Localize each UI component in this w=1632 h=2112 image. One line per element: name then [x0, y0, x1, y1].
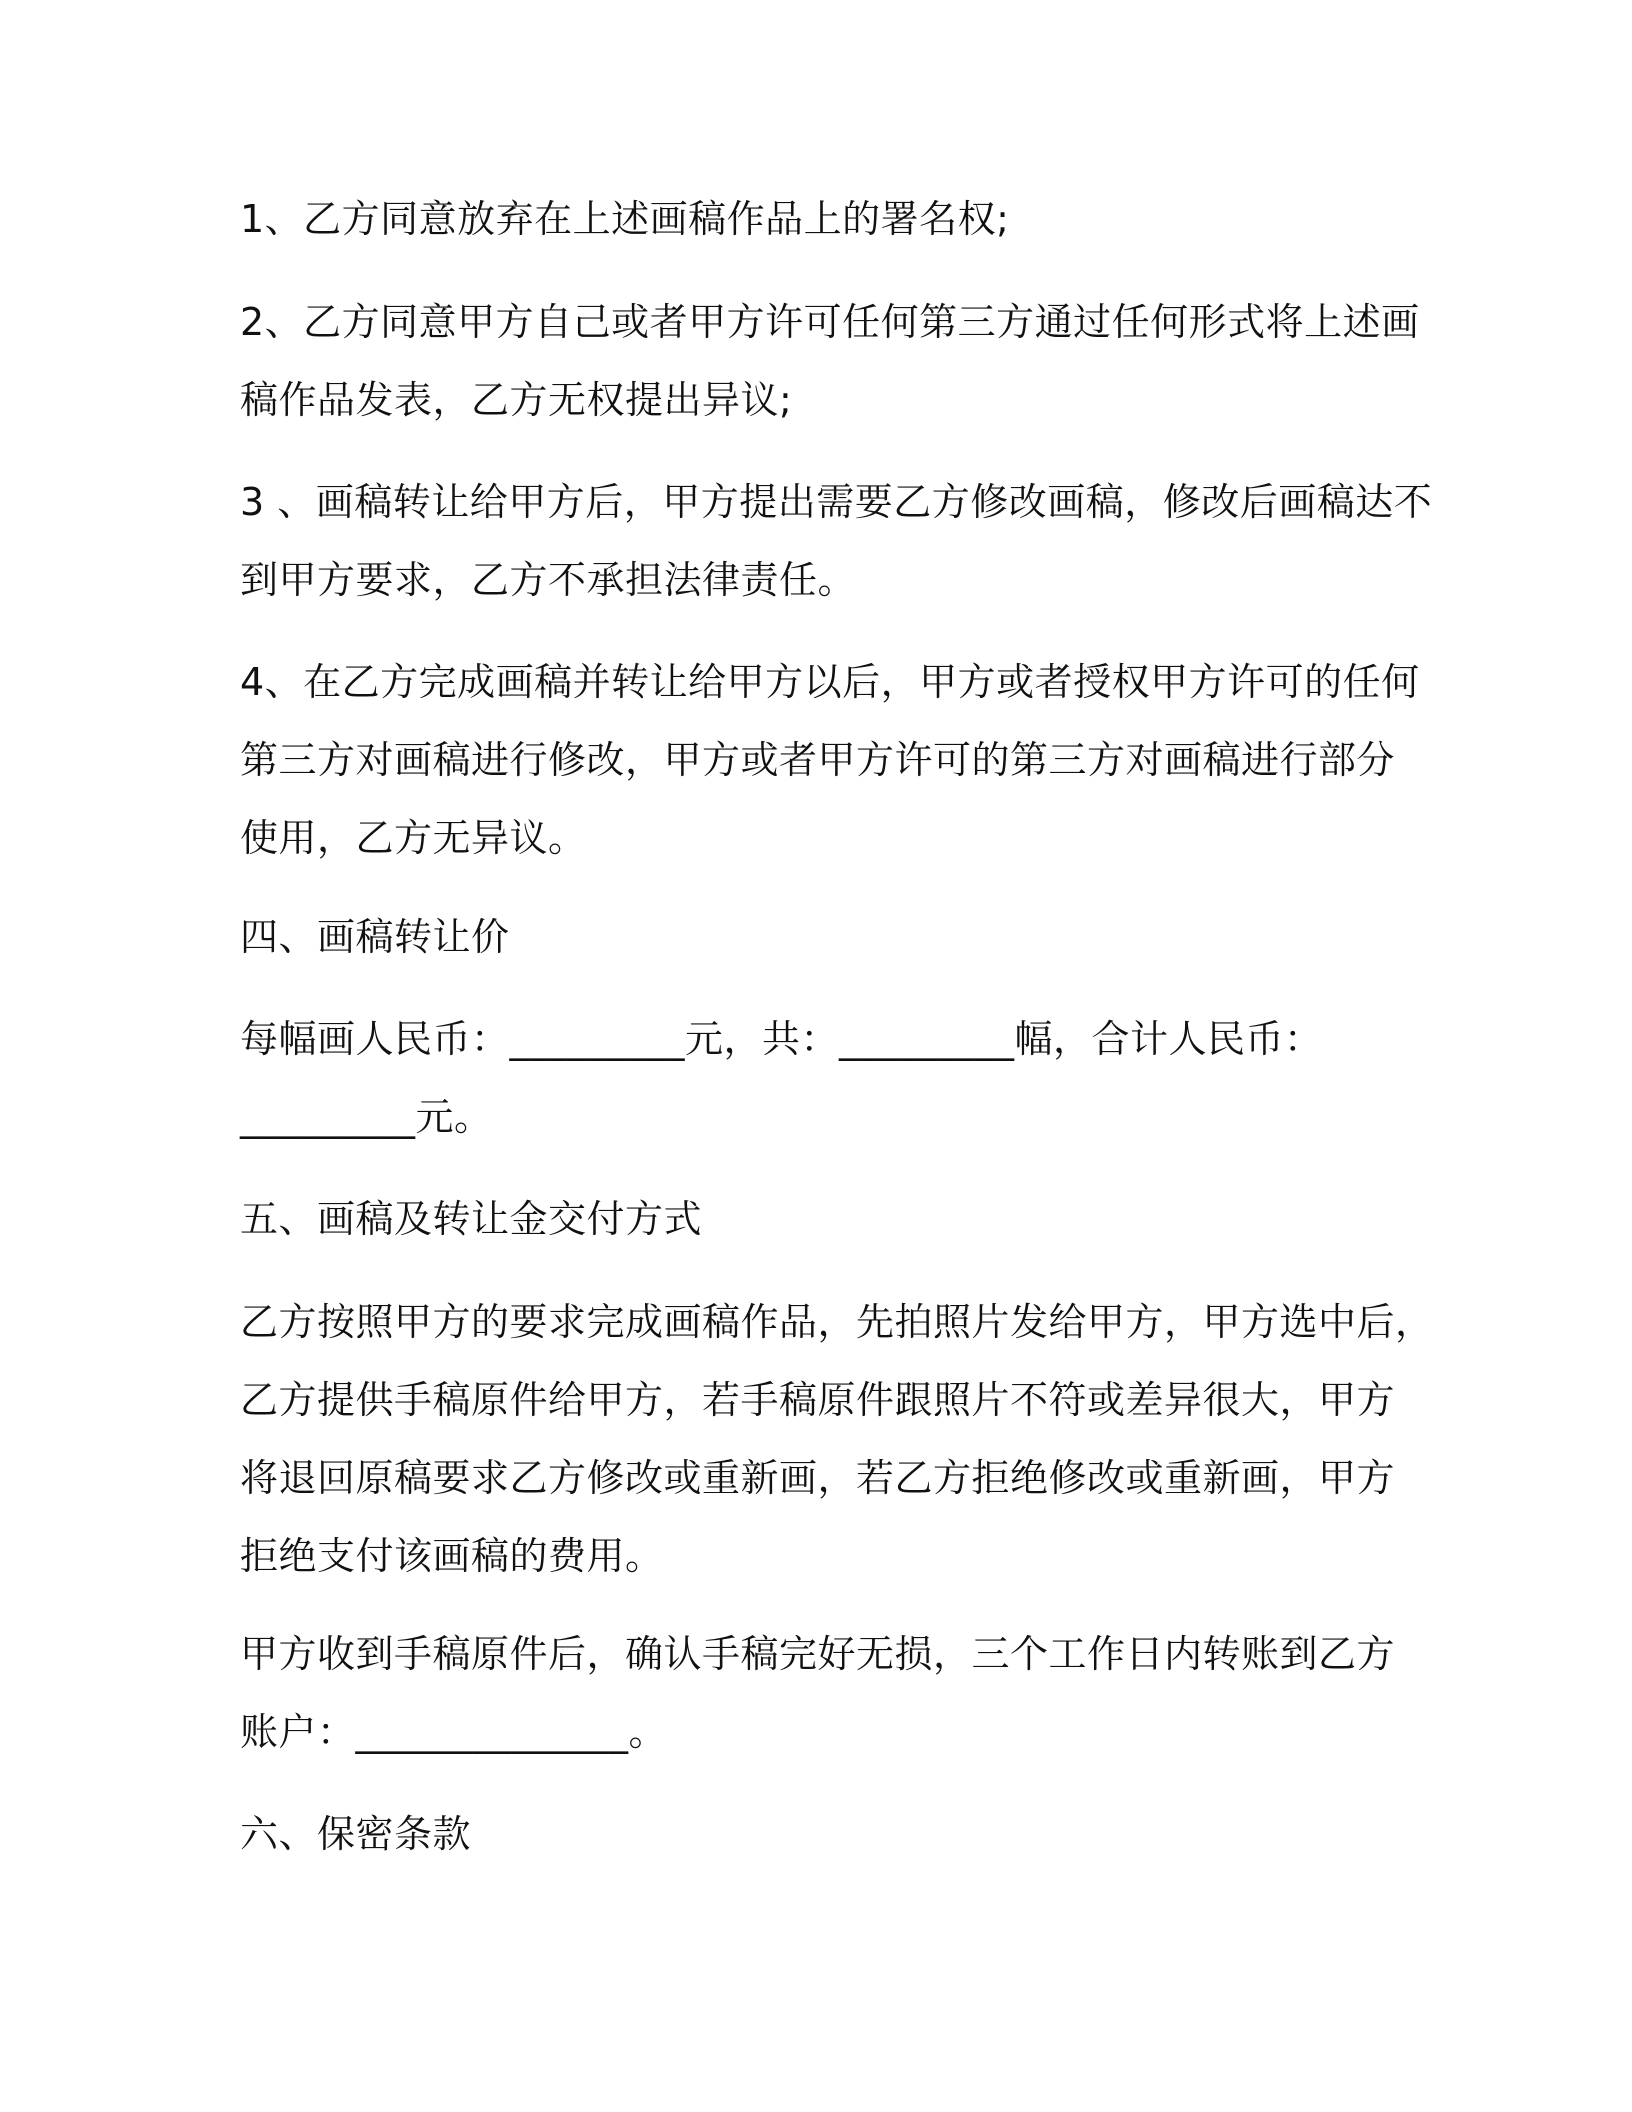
- clause-3: [240, 463, 1433, 619]
- text-line: 乙方按照甲方的要求完成画稿作品，先拍照片发给甲方，甲方选中后，: [240, 1300, 1434, 1344]
- text-line: 拒绝支付该画稿的费用。: [240, 1534, 664, 1578]
- payment-paragraph: [240, 1615, 1400, 1771]
- text-line: 3 、画稿转让给甲方后，甲方提出需要乙方修改画稿，修改后画稿达不: [240, 480, 1433, 524]
- clause-1: [240, 180, 1400, 258]
- text-line: 稿作品发表，乙方无权提出异议;: [240, 378, 793, 422]
- section-heading-4: [240, 898, 1400, 976]
- text-line: 乙方提供手稿原件给甲方，若手稿原件跟照片不符或差异很大，甲方: [240, 1378, 1396, 1422]
- text-line: 使用，乙方无异议。: [240, 816, 587, 860]
- text-line: 第三方对画稿进行修改，甲方或者甲方许可的第三方对画稿进行部分: [240, 738, 1396, 782]
- text-line: 甲方收到手稿原件后，确认手稿完好无损，三个工作日内转账到乙方: [240, 1632, 1396, 1676]
- text-line: 每幅画人民币：_________元，共：_________幅，合计人民币：: [240, 1017, 1323, 1061]
- heading-text: 五、画稿及转让金交付方式: [240, 1197, 703, 1241]
- text-line: _________元。: [240, 1095, 493, 1139]
- text-line: 4、在乙方完成画稿并转让给甲方以后，甲方或者授权甲方许可的任何: [240, 660, 1420, 704]
- delivery-paragraph: [240, 1283, 1434, 1595]
- heading-text: 六、保密条款: [240, 1812, 472, 1856]
- text-line: 2、乙方同意甲方自己或者甲方许可任何第三方通过任何形式将上述画: [240, 300, 1420, 344]
- clause-4: [240, 643, 1420, 877]
- price-paragraph: [240, 1000, 1400, 1156]
- text-line: 1、乙方同意放弃在上述画稿作品上的署名权;: [240, 197, 1010, 241]
- text-line: 将退回原稿要求乙方修改或重新画，若乙方拒绝修改或重新画，甲方: [240, 1456, 1396, 1500]
- text-line: 账户：______________。: [240, 1710, 668, 1754]
- heading-text: 四、画稿转让价: [240, 915, 510, 959]
- text-line: 到甲方要求，乙方不承担法律责任。: [240, 558, 857, 602]
- section-heading-6: [240, 1795, 1400, 1873]
- clause-2: [240, 283, 1420, 439]
- section-heading-5: [240, 1180, 1400, 1258]
